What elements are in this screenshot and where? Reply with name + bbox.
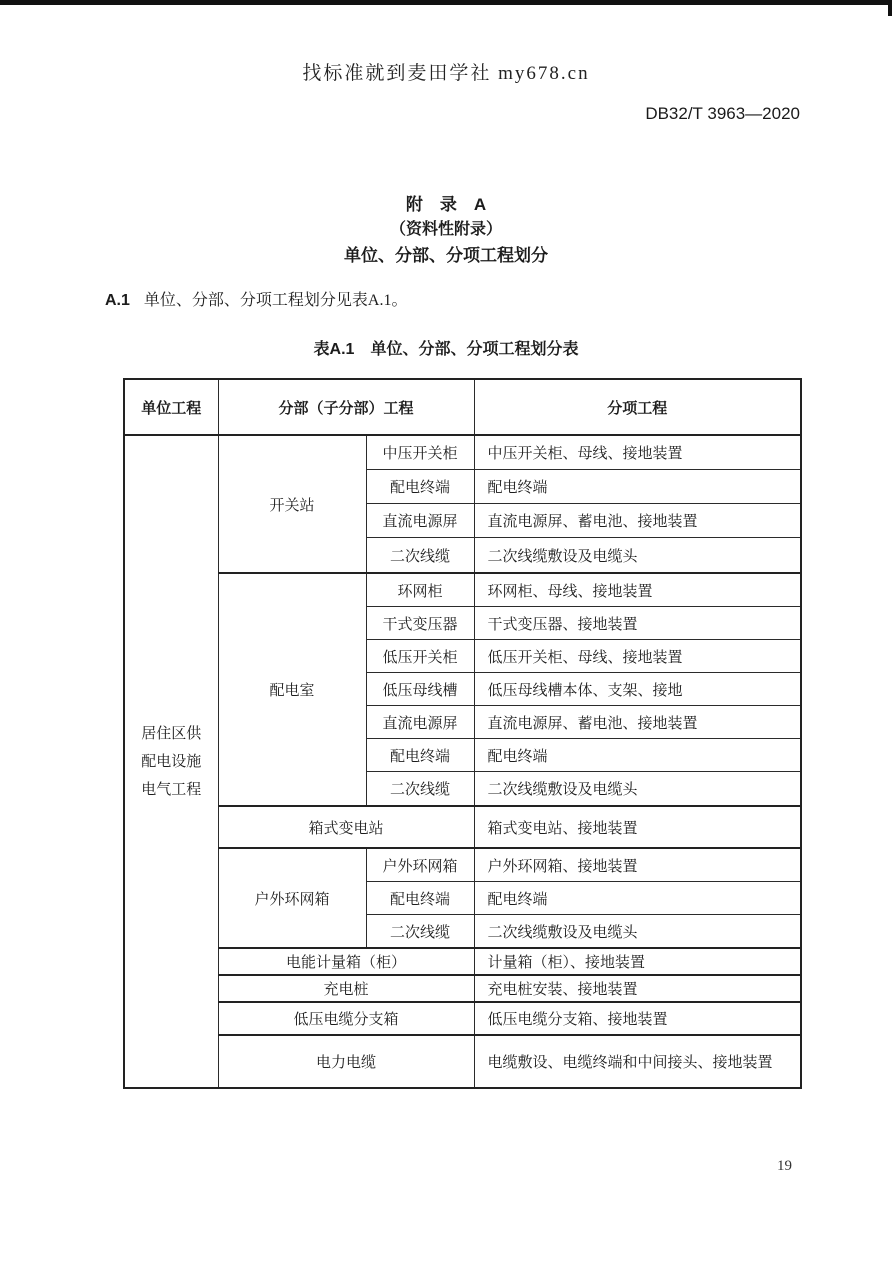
item-cell: 户外环网箱、接地装置 (474, 848, 801, 882)
item-cell: 环网柜、母线、接地装置 (474, 573, 801, 607)
item-cell: 低压开关柜、母线、接地装置 (474, 640, 801, 673)
table-row (124, 573, 801, 607)
division-cell: 开关站 (218, 435, 366, 573)
subdivision-cell: 低压母线槽 (366, 673, 474, 706)
page-number: 19 (777, 1158, 792, 1174)
item-cell: 二次线缆敷设及电缆头 (474, 538, 801, 574)
clause-text: 单位、分部、分项工程划分见表A.1。 (143, 292, 408, 309)
item-cell: 二次线缆敷设及电缆头 (474, 772, 801, 807)
item-cell: 箱式变电站、接地装置 (474, 806, 801, 848)
item-cell: 低压电缆分支箱、接地装置 (474, 1002, 801, 1035)
clause-number: A.1 (105, 292, 130, 309)
appendix-subtitle: （资料性附录） (389, 221, 502, 238)
subdivision-cell: 二次线缆 (366, 538, 474, 574)
table-row (124, 1035, 801, 1088)
clause-a1 (105, 287, 407, 310)
item-cell: 计量箱（柜）、接地装置 (474, 948, 801, 975)
item-cell: 电缆敷设、电缆终端和中间接头、接地装置 (474, 1035, 801, 1088)
table-row (124, 848, 801, 882)
item-cell: 充电桩安装、接地装置 (474, 975, 801, 1002)
table-row (124, 1002, 801, 1035)
subdivision-cell: 干式变压器 (366, 607, 474, 640)
subdivision-cell: 配电终端 (366, 470, 474, 504)
unit-project-cell: 居住区供配电设施电气工程 (124, 435, 218, 1088)
division-cell: 低压电缆分支箱 (218, 1002, 474, 1035)
appendix-heading: 单位、分部、分项工程划分 (344, 246, 548, 265)
subdivision-cell: 直流电源屏 (366, 706, 474, 739)
item-cell: 配电终端 (474, 470, 801, 504)
standard-number: DB32/T 3963—2020 (645, 104, 800, 123)
header-item: 分项工程 (474, 379, 801, 435)
subdivision-cell: 中压开关柜 (366, 435, 474, 470)
table-row (124, 948, 801, 975)
division-table (123, 378, 802, 1089)
item-cell: 低压母线槽本体、支架、接地 (474, 673, 801, 706)
subdivision-cell: 配电终端 (366, 739, 474, 772)
division-cell: 电能计量箱（柜） (218, 948, 474, 975)
table-row (124, 975, 801, 1002)
subdivision-cell: 直流电源屏 (366, 504, 474, 538)
scan-edge-corner (888, 0, 892, 16)
item-cell: 中压开关柜、母线、接地装置 (474, 435, 801, 470)
item-cell: 干式变压器、接地装置 (474, 607, 801, 640)
division-cell: 户外环网箱 (218, 848, 366, 948)
table-caption: 表A.1 单位、分部、分项工程划分表 (313, 341, 579, 358)
division-cell: 充电桩 (218, 975, 474, 1002)
item-cell: 直流电源屏、蓄电池、接地装置 (474, 706, 801, 739)
division-cell: 箱式变电站 (218, 806, 474, 848)
item-cell: 配电终端 (474, 739, 801, 772)
scan-edge-top (0, 0, 892, 5)
table-row (124, 435, 801, 470)
header-unit-project: 单位工程 (124, 379, 218, 435)
table-header-row (124, 379, 801, 435)
subdivision-cell: 配电终端 (366, 882, 474, 915)
subdivision-cell: 低压开关柜 (366, 640, 474, 673)
subdivision-cell: 户外环网箱 (366, 848, 474, 882)
header-division: 分部（子分部）工程 (218, 379, 474, 435)
division-cell: 配电室 (218, 573, 366, 806)
item-cell: 二次线缆敷设及电缆头 (474, 915, 801, 949)
subdivision-cell: 二次线缆 (366, 915, 474, 949)
division-cell: 电力电缆 (218, 1035, 474, 1088)
item-cell: 直流电源屏、蓄电池、接地装置 (474, 504, 801, 538)
subdivision-cell: 二次线缆 (366, 772, 474, 807)
table-row (124, 806, 801, 848)
item-cell: 配电终端 (474, 882, 801, 915)
watermark-text: 找标准就到麦田学社 my678.cn (302, 63, 590, 84)
subdivision-cell: 环网柜 (366, 573, 474, 607)
appendix-title: 附 录 A (405, 195, 487, 214)
